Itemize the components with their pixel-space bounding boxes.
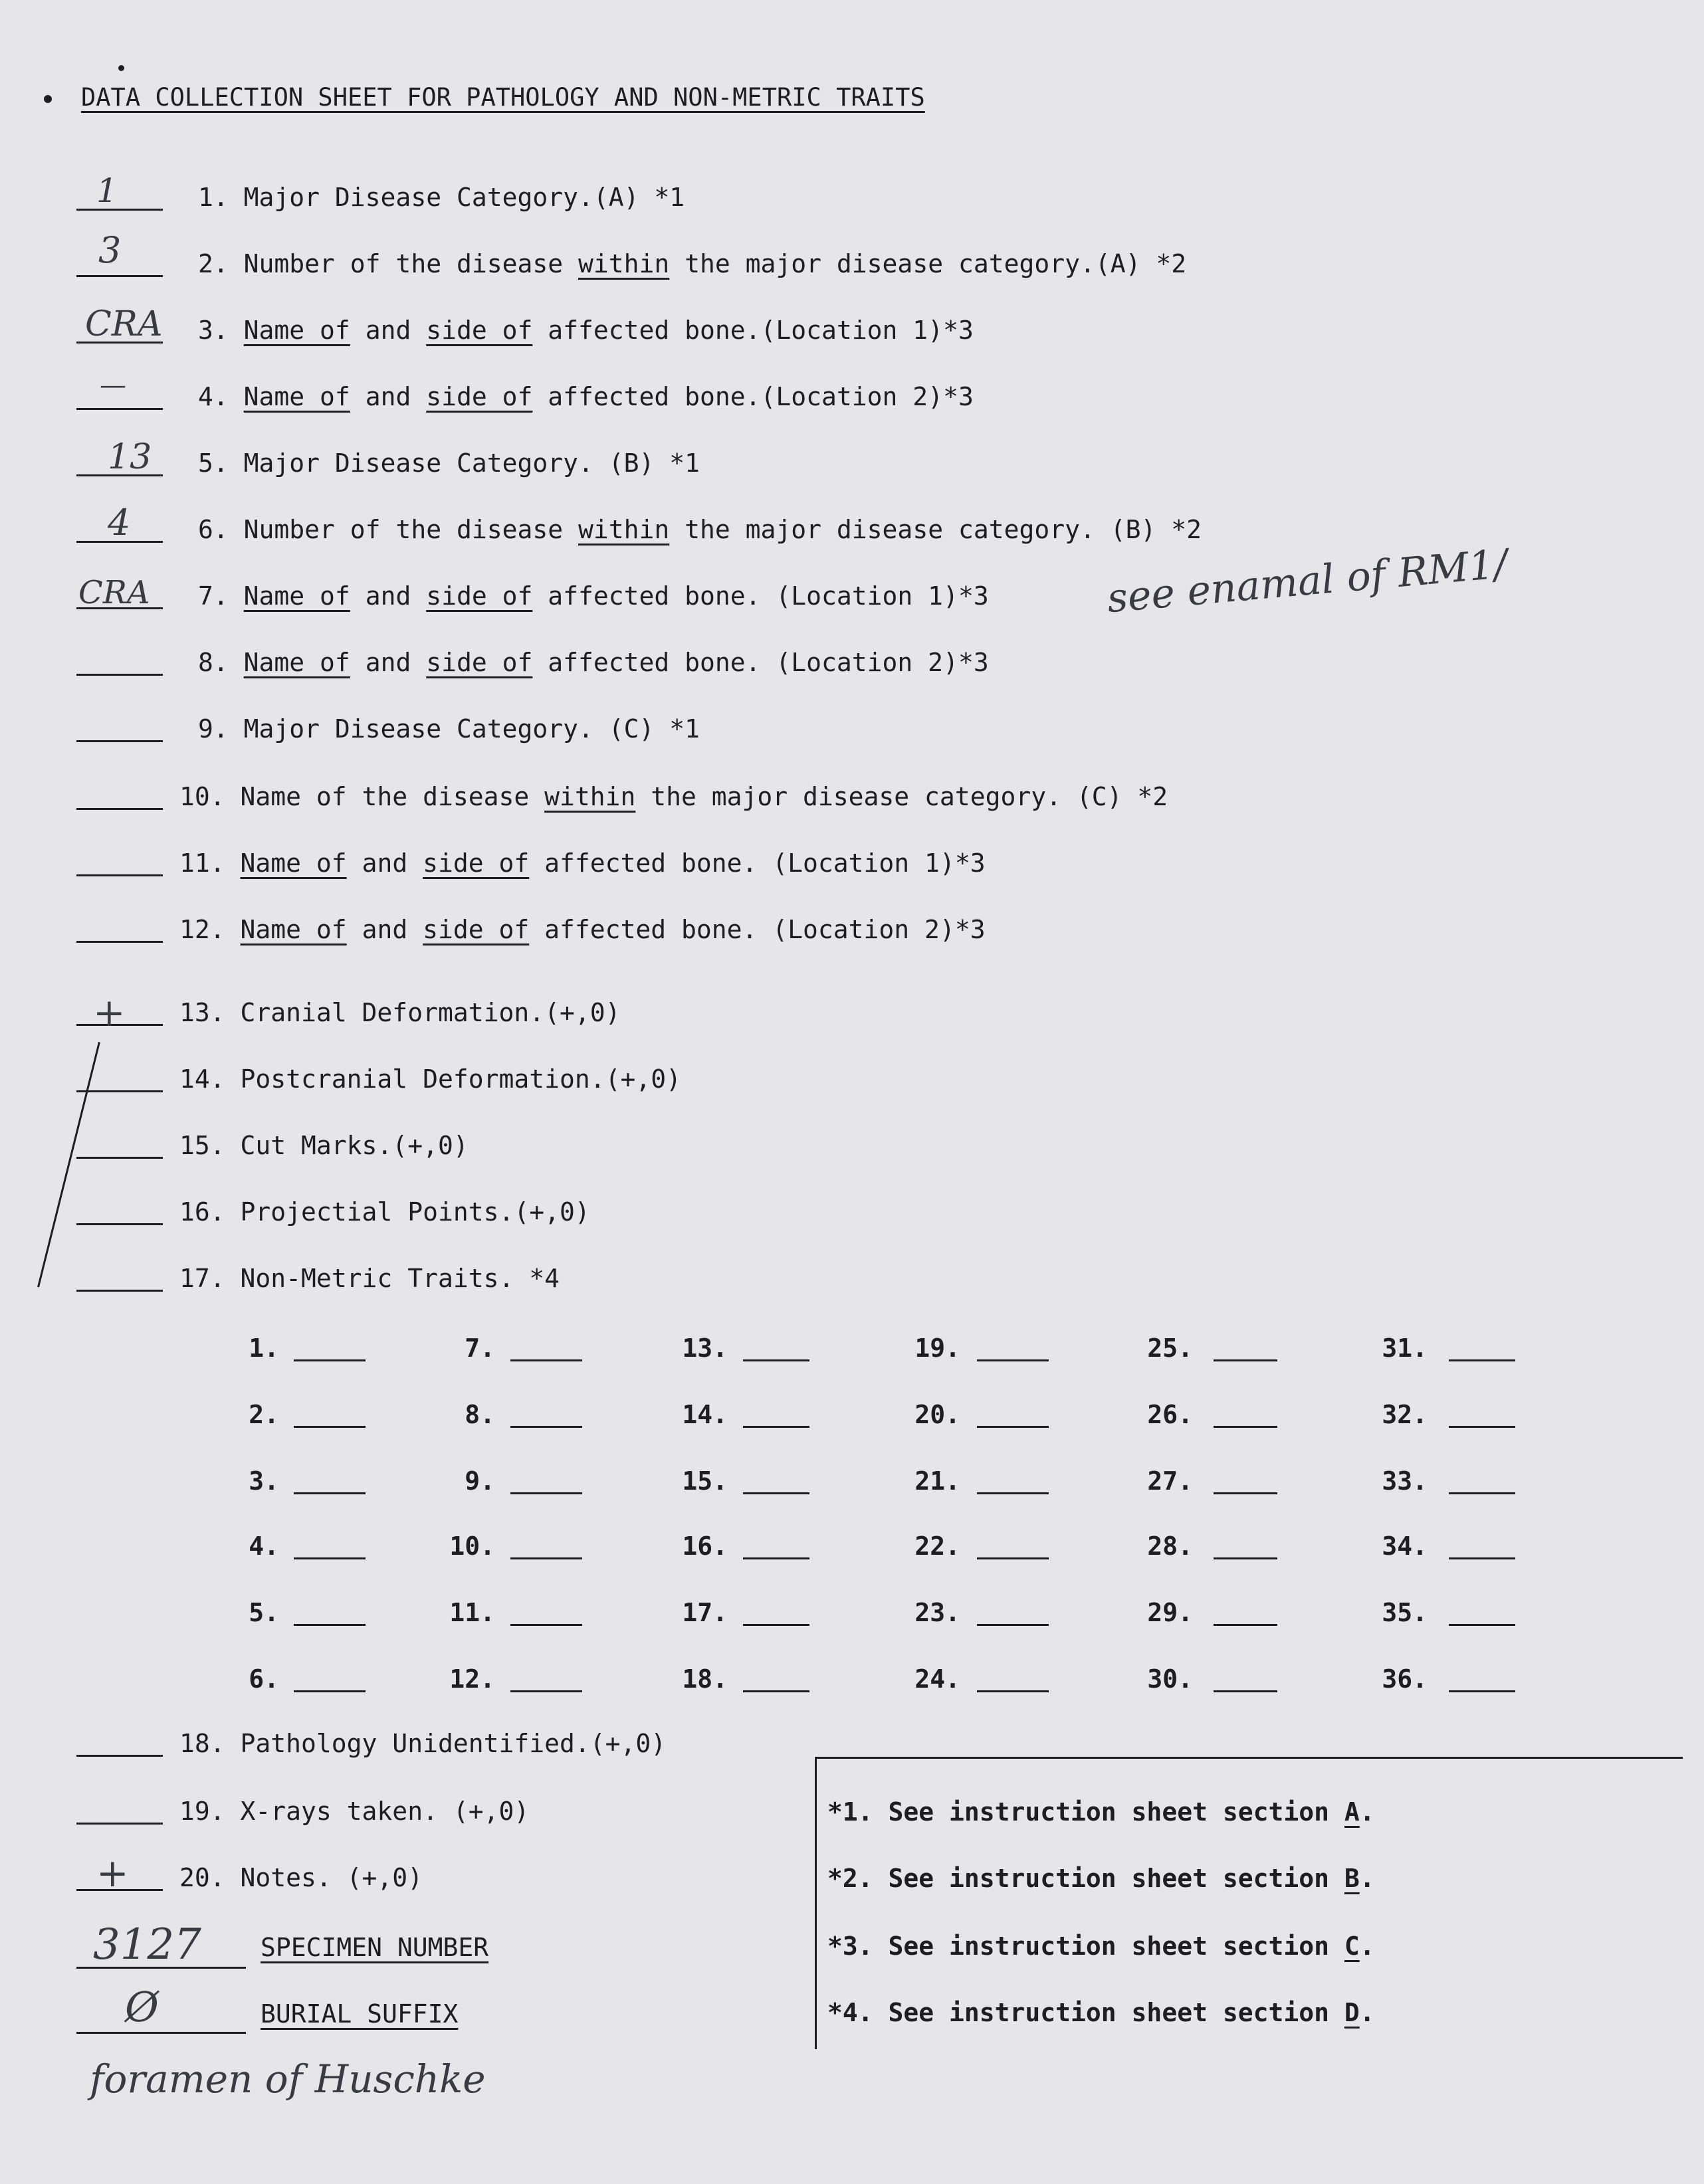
question-row [179,1000,620,1025]
question-number: 9. [198,714,229,744]
handwritten-answer: + [93,990,126,1035]
question-text: Notes. (+,0) [240,1863,423,1892]
question-text: side of [426,648,533,677]
question-text: Cranial Deformation.(+,0) [240,998,621,1027]
trait-number: 14. [682,1400,728,1429]
trait-blank[interactable] [1449,1426,1515,1428]
trait-blank[interactable] [1214,1690,1277,1692]
question-text: affected bone.(Location 2)*3 [532,382,974,411]
question-text: Major Disease Category. (C) *1 [243,714,700,744]
question-row [179,1133,469,1158]
question-row [179,917,986,942]
trait-number: 15. [682,1466,728,1496]
bullet-dot [44,95,52,103]
trait-number: 27. [1147,1466,1193,1496]
question-text: the major disease category. (B) *2 [669,515,1202,544]
question-text: within [578,515,670,544]
trait-number: 25. [1147,1334,1193,1363]
trait-number: 16. [682,1532,728,1561]
question-text: and [350,581,427,611]
question-text: affected bone.(Location 1)*3 [532,316,974,345]
instruction-section: C [1344,1932,1360,1961]
trait-number: 24. [914,1664,960,1694]
trait-blank[interactable] [1214,1624,1277,1626]
instruction-text: *4. See instruction sheet section [827,1998,1344,2027]
trait-number: 21. [914,1466,960,1496]
trait-number: 31. [1382,1334,1428,1363]
instruction-section: A [1344,1797,1360,1827]
handwritten-answer: + [96,1850,129,1896]
question-text: the major disease category. (C) *2 [635,782,1168,811]
trait-number: 1. [249,1334,279,1363]
trait-blank[interactable] [1449,1690,1515,1692]
handwritten-answer: 3 [98,229,122,271]
question-text: affected bone. (Location 2)*3 [529,915,986,944]
margin-note: see enamal of RM1/ [1105,540,1510,623]
trait-number: 26. [1147,1400,1193,1429]
trait-blank[interactable] [1449,1492,1515,1494]
trait-blank[interactable] [510,1492,582,1494]
trait-number: 28. [1147,1532,1193,1561]
trait-number: 4. [249,1532,279,1561]
instruction-text: *2. See instruction sheet section [827,1864,1344,1893]
instruction-text: *1. See instruction sheet section [827,1797,1344,1827]
answer-blank[interactable] [76,209,163,211]
instruction-period: . [1359,1864,1375,1893]
instruction-line [827,1866,1375,1891]
question-text: X-rays taken. (+,0) [240,1797,530,1826]
answer-blank[interactable] [76,1157,163,1159]
burial-suffix-value: Ø [125,1983,159,2031]
question-row [198,583,989,609]
instruction-period: . [1359,1998,1375,2027]
instruction-period: . [1359,1932,1375,1961]
question-text: Postcranial Deformation.(+,0) [240,1064,681,1094]
question-text: Name of [243,648,350,677]
answer-blank[interactable] [76,1090,163,1092]
trait-blank[interactable] [743,1624,809,1626]
question-text: Name of [240,915,347,944]
question-row [179,1799,529,1824]
trait-blank[interactable] [510,1359,582,1361]
question-row [179,1865,423,1890]
bottom-note: foramen of Huschke [90,2056,486,2102]
answer-blank[interactable] [76,808,163,810]
trait-blank[interactable] [1449,1557,1515,1559]
bullet-dot [118,65,124,71]
question-text: side of [426,581,533,611]
trait-blank[interactable] [510,1624,582,1626]
trait-number: 35. [1382,1598,1428,1627]
instruction-box-top-border [815,1757,1683,1759]
trait-blank[interactable] [1214,1492,1277,1494]
trait-blank[interactable] [510,1690,582,1692]
burial-suffix-blank[interactable] [76,2032,246,2034]
question-number: 5. [198,448,229,478]
handwritten-answer: — [100,370,126,401]
question-row [179,784,1168,809]
answer-blank[interactable] [76,674,163,676]
trait-blank[interactable] [977,1557,1049,1559]
trait-blank[interactable] [294,1557,366,1559]
trait-number: 3. [249,1466,279,1496]
question-number: 2. [198,249,229,278]
trait-blank[interactable] [294,1359,366,1361]
question-row [198,384,974,409]
question-number: 15. [179,1131,225,1160]
question-text: side of [426,382,533,411]
trait-number: 12. [449,1664,495,1694]
question-number: 4. [198,382,229,411]
trait-number: 34. [1382,1532,1428,1561]
trait-blank[interactable] [294,1426,366,1428]
question-number: 11. [179,848,225,878]
instruction-period: . [1359,1797,1375,1827]
trait-blank[interactable] [1449,1624,1515,1626]
question-row [198,450,700,476]
question-text: side of [423,848,530,878]
trait-number: 29. [1147,1598,1193,1627]
answer-blank[interactable] [76,874,163,876]
question-number: 19. [179,1797,225,1826]
answer-blank[interactable] [76,740,163,742]
trait-blank[interactable] [1449,1359,1515,1361]
question-text: and [350,648,427,677]
question-text: Name of [243,581,350,611]
trait-blank[interactable] [743,1690,809,1692]
trait-blank[interactable] [510,1557,582,1559]
trait-blank[interactable] [977,1359,1049,1361]
trait-number: 5. [249,1598,279,1627]
question-text: and [346,915,423,944]
trait-blank[interactable] [743,1557,809,1559]
question-text: Pathology Unidentified.(+,0) [240,1729,667,1758]
trait-number: 32. [1382,1400,1428,1429]
handwritten-answer: CRA [78,574,150,611]
question-row [198,650,989,675]
question-text: within [578,249,670,278]
instruction-line [827,1934,1375,1959]
trait-blank[interactable] [977,1624,1049,1626]
question-text: side of [426,316,533,345]
trait-number: 22. [914,1532,960,1561]
question-text: within [544,782,636,811]
question-number: 7. [198,581,229,611]
question-number: 3. [198,316,229,345]
instruction-box-left-border [815,1757,817,2049]
question-text: Major Disease Category.(A) *1 [243,183,685,212]
question-row [198,251,1186,276]
trait-number: 30. [1147,1664,1193,1694]
question-row [198,318,974,343]
question-text: Number of the disease [243,515,578,544]
question-row [198,185,685,210]
question-number: 20. [179,1863,225,1892]
trait-blank[interactable] [977,1492,1049,1494]
instruction-section: B [1344,1864,1360,1893]
handwritten-answer: 13 [108,437,152,477]
trait-number: 20. [914,1400,960,1429]
question-row [198,517,1202,542]
trait-blank[interactable] [977,1426,1049,1428]
question-text: affected bone. (Location 1)*3 [529,848,986,878]
question-text: Name of [240,848,347,878]
trait-blank[interactable] [294,1624,366,1626]
question-number: 18. [179,1729,225,1758]
answer-blank[interactable] [76,408,163,410]
question-row [179,1066,681,1092]
question-text: affected bone. (Location 1)*3 [532,581,989,611]
instruction-section: D [1344,1998,1360,2027]
answer-blank[interactable] [76,1223,163,1225]
trait-blank[interactable] [294,1690,366,1692]
trait-blank[interactable] [1214,1557,1277,1559]
trait-number: 18. [682,1664,728,1694]
trait-number: 36. [1382,1664,1428,1694]
question-row [179,1266,560,1291]
trait-number: 11. [449,1598,495,1627]
handwritten-answer: 4 [108,502,131,544]
question-text: Non-Metric Traits. *4 [240,1264,560,1293]
trait-number: 33. [1382,1466,1428,1496]
instruction-line [827,1799,1375,1825]
trait-number: 17. [682,1598,728,1627]
trait-number: 13. [682,1334,728,1363]
handwritten-answer: CRA [85,304,163,344]
trait-number: 10. [449,1532,495,1561]
answer-blank[interactable] [76,275,163,277]
burial-suffix-label: BURIAL SUFFIX [261,1999,459,2029]
question-text: and [346,848,423,878]
diagonal-slash-mark [37,1042,100,1287]
question-number: 10. [179,782,225,811]
question-text: Name of the disease [240,782,545,811]
form-title: DATA COLLECTION SHEET FOR PATHOLOGY AND NON-METRIC TRAITS [81,83,925,112]
answer-blank[interactable] [76,1290,163,1292]
question-text: and [350,382,427,411]
question-number: 1. [198,183,229,212]
trait-blank[interactable] [294,1492,366,1494]
question-number: 17. [179,1264,225,1293]
question-number: 12. [179,915,225,944]
instruction-text: *3. See instruction sheet section [827,1932,1344,1961]
question-row [179,1199,590,1225]
question-text: Name of [243,316,350,345]
question-number: 16. [179,1197,225,1227]
question-text: the major disease category.(A) *2 [669,249,1187,278]
handwritten-answer: 1 [96,171,118,210]
question-row [179,1731,666,1756]
instruction-line [827,2000,1375,2025]
question-row [179,850,986,876]
answer-blank[interactable] [76,1755,163,1757]
answer-blank[interactable] [76,941,163,943]
specimen-number-value: 3127 [93,1920,201,1969]
trait-blank[interactable] [1214,1426,1277,1428]
trait-number: 8. [465,1400,495,1429]
question-text: Major Disease Category. (B) *1 [243,448,700,478]
trait-blank[interactable] [743,1426,809,1428]
question-text: Number of the disease [243,249,578,278]
question-text: Name of [243,382,350,411]
specimen-number-label: SPECIMEN NUMBER [261,1933,489,1962]
specimen-number-blank[interactable] [76,1967,246,1969]
question-text: side of [423,915,530,944]
trait-blank[interactable] [1214,1359,1277,1361]
trait-blank[interactable] [977,1690,1049,1692]
question-number: 13. [179,998,225,1027]
trait-number: 19. [914,1334,960,1363]
trait-blank[interactable] [743,1492,809,1494]
trait-number: 7. [465,1334,495,1363]
question-row [198,716,700,742]
question-number: 14. [179,1064,225,1094]
question-text: Projectial Points.(+,0) [240,1197,590,1227]
answer-blank[interactable] [76,1823,163,1825]
question-number: 8. [198,648,229,677]
question-number: 6. [198,515,229,544]
question-text: and [350,316,427,345]
trait-number: 2. [249,1400,279,1429]
trait-number: 9. [465,1466,495,1496]
question-text: affected bone. (Location 2)*3 [532,648,989,677]
trait-number: 23. [914,1598,960,1627]
trait-blank[interactable] [510,1426,582,1428]
question-text: Cut Marks.(+,0) [240,1131,469,1160]
trait-blank[interactable] [743,1359,809,1361]
trait-number: 6. [249,1664,279,1694]
